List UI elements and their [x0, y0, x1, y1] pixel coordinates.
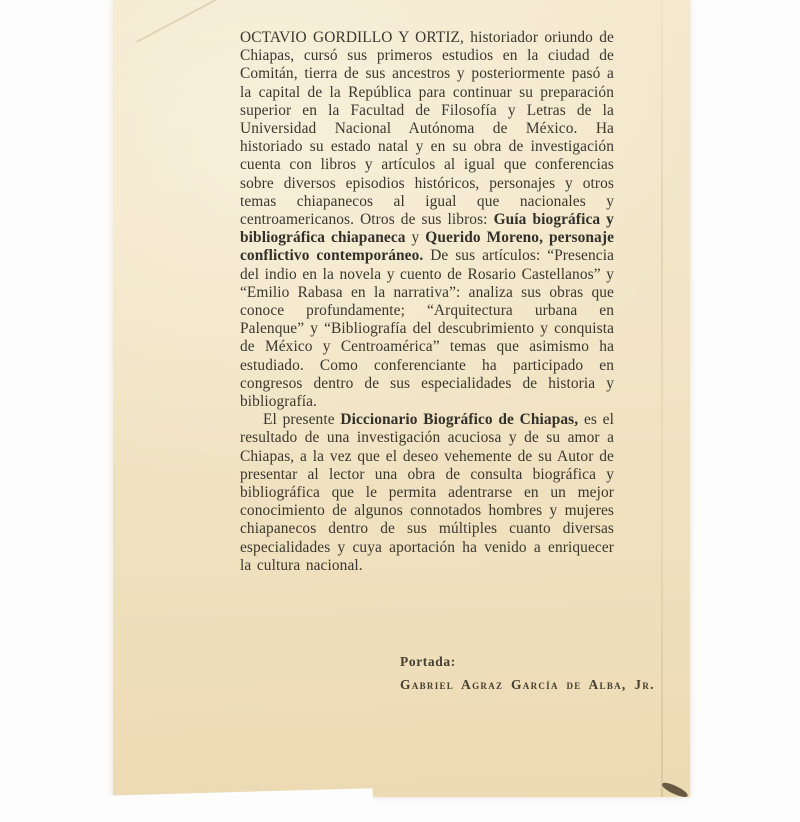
credit-name: Gabriel Agraz García de Alba, Jr.: [400, 677, 655, 692]
paragraph: [240, 411, 614, 575]
text-segment: De sus artículos: “Presencia del indio en la novela y cuento de Rosario Castellanos” y “Emilio Rabasa en la narrativa”: analiza sus obras que conoce profundamente; “Arquitectura urbana en Palenque” y “Bibliografía del descubrimiento y conquista de México y Centroamérica” temas que asimismo ha estudiado. Como conferenciante ha participado en congresos dentro de sus especialidades de historia y bibliografía.: [240, 247, 615, 411]
book-flap-scan: [113, 0, 690, 797]
paper-fold-crease: [661, 0, 663, 797]
paragraph: [240, 29, 614, 411]
bold-title-segment: Querido Moreno, personaje conflictivo contemporáneo.: [240, 229, 614, 265]
bold-title-segment: Diccionario Biográfico de Chiapas,: [340, 411, 579, 429]
bold-title-segment: Guía biográfica y bibliográfica chiapaneca: [240, 211, 614, 247]
cover-credit: [400, 654, 655, 693]
paper-bottom-edge: [103, 788, 374, 822]
text-segment: El presente: [263, 411, 341, 429]
text-segment: OCTAVIO GORDILLO Y ORTIZ, historiador oriundo de Chiapas, cursó sus primeros estudios en la ciudad de Comitán, tierra de sus ancestros y posteriormente pasó a la capital de la República para continuar su preparación superior en la Facultad de Filosofía y Letras de la Universidad Nacional Autónoma de México. Ha historiado su estado natal y en su obra de investigación cuenta con libros y artículos al igual que conferencias sobre diversos episodios históricos, personajes y otros temas chiapanecos al igual que nacionales y centroamericanos. Otros de sus libros:: [240, 29, 614, 229]
text-segment: es el resultado de una investigación acuciosa y de su amor a Chiapas, a la vez que el deseo vehemente de su Autor de presentar al lector una obra de consulta biográfica y bibliográfica que le permita adentrarse en un mejor conocimiento de algunos connotados hombres y mujeres chiapanecos dentro de sus múltiples cuanto diversas especialidades y cuya aportación ha venido a enriquecer la cultura nacional.: [240, 411, 614, 574]
paper-crease-top: [136, 0, 216, 43]
credit-label: Portada:: [400, 654, 456, 669]
corner-smudge: [661, 781, 690, 800]
text-segment: y: [405, 229, 426, 247]
biography-text: [240, 29, 614, 575]
